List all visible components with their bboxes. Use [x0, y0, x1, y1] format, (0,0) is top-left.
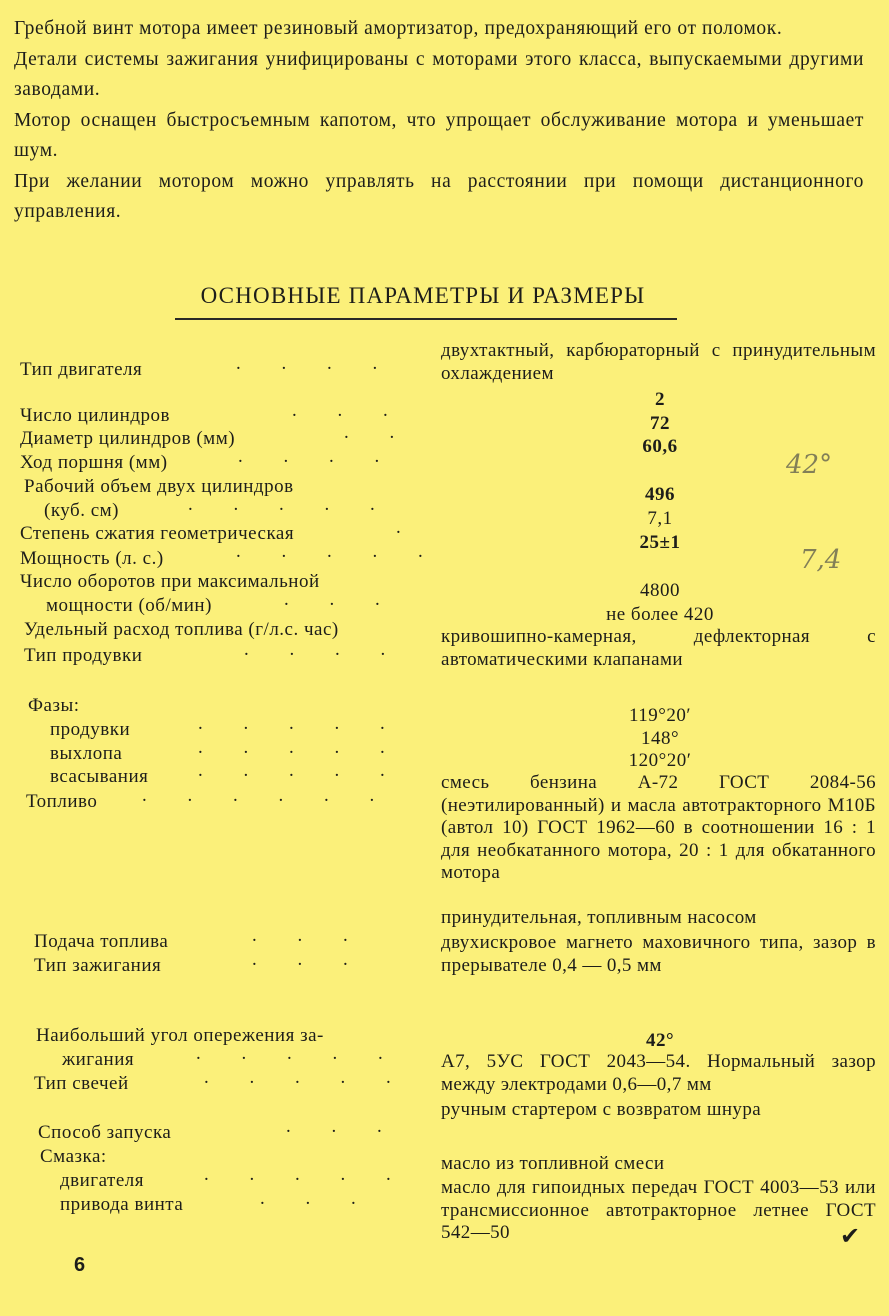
- param-label: всасывания: [50, 766, 149, 787]
- param-label: Число оборотов при максимальной: [20, 571, 320, 592]
- param-value: 60,6: [642, 436, 678, 457]
- param-label: Степень сжатия геометрическая: [20, 523, 295, 544]
- intro-paragraph: Мотор оснащен быстросъемным капотом, что упрощает обслуживание мотора и уменьшает шум.: [14, 109, 864, 161]
- handwritten-note: 7,4: [800, 545, 842, 575]
- param-label: Тип двигателя: [20, 359, 143, 380]
- leader-dots: . . .: [252, 949, 366, 970]
- param-label: Наибольший угол опережения за-: [36, 1025, 324, 1046]
- leader-dots: . . .: [292, 400, 406, 421]
- param-label: Число цилиндров: [20, 405, 170, 426]
- leader-dots: . . . . .: [196, 1043, 401, 1064]
- param-value: масло для гипоидных передач ГОСТ 4003—53 или трансмиссионное автотракторное летнее ГОСТ 542—50: [441, 1177, 876, 1243]
- param-label: Тип зажигания: [34, 955, 162, 976]
- param-label: Удельный расход топлива (г/л.с. час): [24, 619, 339, 640]
- leader-dots: . . . . .: [198, 760, 403, 781]
- leader-dots: . .: [344, 422, 413, 443]
- param-label: привода винта: [60, 1194, 184, 1215]
- leader-dots: . . . . .: [204, 1164, 409, 1185]
- param-value: кривошипно-камерная, дефлекторная с автоматическими клапанами: [441, 626, 876, 670]
- param-label: Мощность (л. с.): [20, 548, 164, 569]
- intro-paragraph: При желании мотором можно управлять на расстоянии при помощи дистанционного управления.: [14, 170, 864, 222]
- leader-dots: . . . . .: [204, 1067, 409, 1088]
- param-label: (куб. см): [44, 500, 119, 521]
- param-value: 148°: [640, 728, 680, 749]
- param-value: А7, 5УС ГОСТ 2043—54. Нормальный зазор между электродами 0,6—0,7 мм: [441, 1051, 876, 1095]
- param-value: 496: [645, 484, 675, 505]
- param-value: 7,1: [647, 508, 673, 529]
- param-label: Фазы:: [28, 695, 80, 716]
- param-value: 119°20′: [628, 705, 692, 726]
- param-value: не более 420: [606, 604, 714, 625]
- param-value: 42°: [645, 1030, 675, 1051]
- param-value: 120°20′: [628, 750, 692, 771]
- param-value: ручным стартером с возвратом шнура: [441, 1099, 762, 1120]
- param-label: продувки: [50, 719, 131, 740]
- param-label: Тип продувки: [24, 645, 143, 666]
- leader-dots: . . .: [286, 1116, 400, 1137]
- param-value: 2: [655, 389, 665, 410]
- leader-dots: . . . .: [236, 353, 396, 374]
- param-label: Способ запуска: [38, 1122, 172, 1143]
- page-number: 6: [74, 1254, 86, 1276]
- param-value: смесь бензина А-72 ГОСТ 2084-56 (неэтилированный) и масла автотракторного М10Б (автол 10) ГОСТ 1962—60 в соотношении 16 : 1 для необкатанного мотора, 20 : 1 для обкатанного мотора: [441, 772, 876, 883]
- leader-dots: . . . . . .: [142, 785, 393, 806]
- param-label: Диаметр цилиндров (мм): [20, 428, 236, 449]
- param-label: выхлопа: [50, 743, 123, 764]
- leader-dots: . . . . .: [198, 713, 403, 734]
- param-label: жигания: [62, 1049, 135, 1070]
- leader-dots: . . . .: [244, 639, 404, 660]
- param-label: Подача топлива: [34, 931, 169, 952]
- handwritten-note: 42°: [786, 450, 833, 480]
- param-label: Смазка:: [40, 1146, 107, 1167]
- leader-dots: . . . . .: [188, 494, 393, 515]
- param-value: масло из топливной смеси: [441, 1153, 665, 1174]
- param-label: мощности (об/мин): [46, 595, 212, 616]
- param-value: 25±1: [639, 532, 681, 553]
- param-value: двухтактный, карбюраторный с принудительным охлаждением: [441, 340, 876, 384]
- param-value: 4800: [640, 580, 680, 601]
- param-label: Рабочий объем двух цилиндров: [24, 476, 294, 497]
- intro-paragraph: Детали системы зажигания унифицированы с моторами этого класса, выпускаемыми другими заводами.: [14, 48, 864, 100]
- intro-paragraph: Гребной винт мотора имеет резиновый амортизатор, предохраняющий его от поломок.: [14, 18, 783, 39]
- checkmark-icon: ✔: [840, 1222, 861, 1250]
- leader-dots: . . . . .: [198, 737, 403, 758]
- leader-dots: . . . . .: [236, 541, 441, 562]
- leader-dots: . . .: [260, 1188, 374, 1209]
- param-value: принудительная, топливным насосом: [441, 907, 757, 928]
- leader-dots: .: [396, 517, 419, 538]
- param-label: Тип свечей: [34, 1073, 129, 1094]
- leader-dots: . . .: [284, 589, 398, 610]
- param-label: Топливо: [26, 791, 98, 812]
- leader-dots: . . . .: [238, 446, 398, 467]
- param-value: двухискровое магнето маховичного типа, зазор в прерывателе 0,4 — 0,5 мм: [441, 932, 876, 976]
- param-label: двигателя: [60, 1170, 144, 1191]
- param-label: Ход поршня (мм): [20, 452, 168, 473]
- leader-dots: . . .: [252, 925, 366, 946]
- param-value: 72: [650, 413, 670, 434]
- section-heading: ОСНОВНЫЕ ПАРАМЕТРЫ И РАЗМЕРЫ: [200, 283, 646, 308]
